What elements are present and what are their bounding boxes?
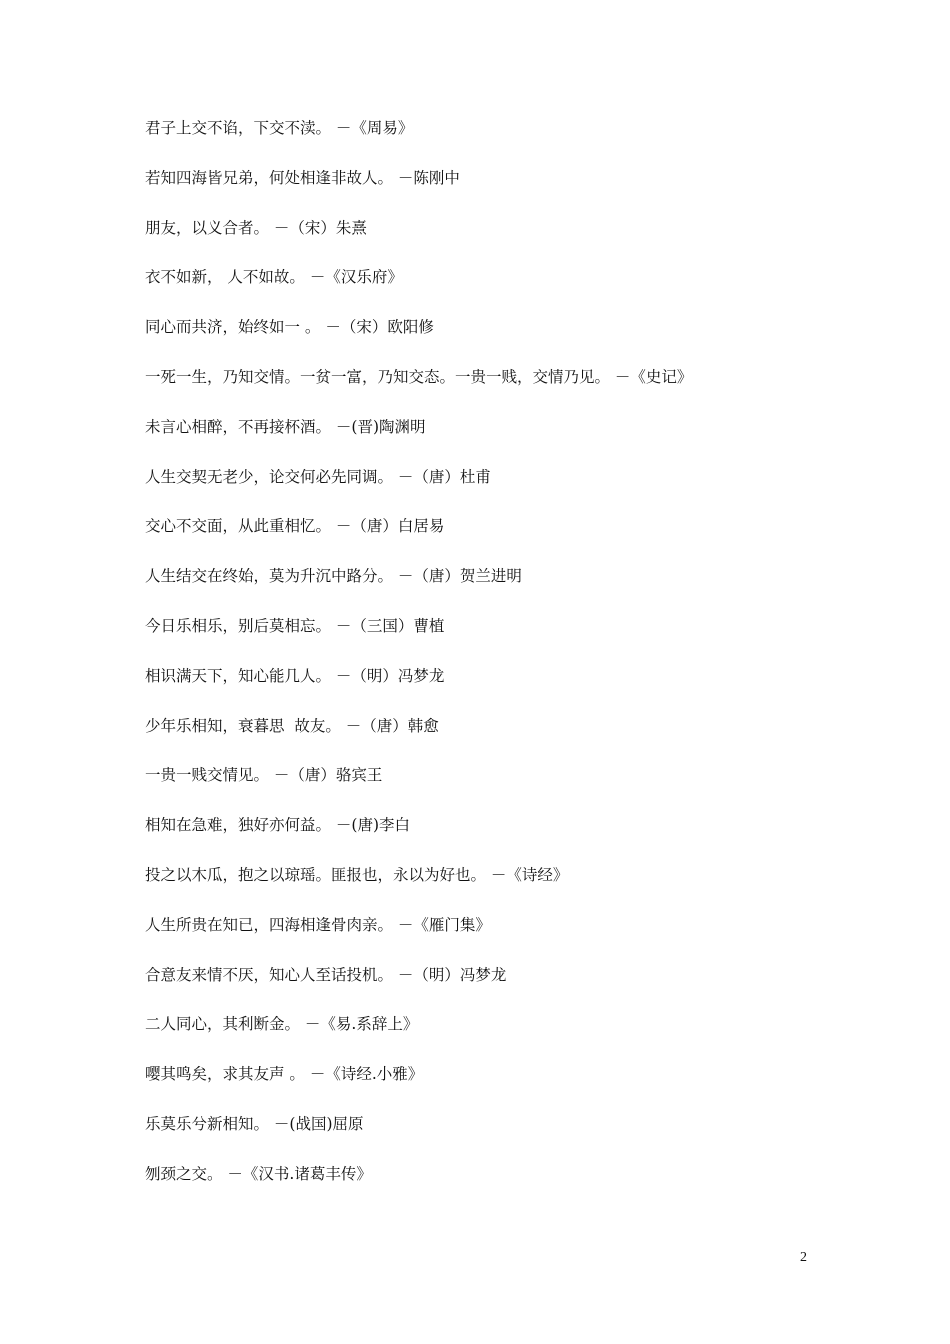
- quote-line: 交心不交面，从此重相忆。 －（唐）白居易: [145, 517, 445, 536]
- page-number: 2: [800, 1250, 807, 1265]
- quote-line: 人生交契无老少，论交何必先同调。 －（唐）杜甫: [145, 467, 491, 486]
- quote-line: 刎颈之交。 －《汉书.诸葛丰传》: [145, 1164, 372, 1183]
- quote-line: 若知四海皆兄弟，何处相逢非故人。 －陈刚中: [145, 168, 460, 187]
- quote-line: 朋友，以义合者。 －（宋）朱熹: [145, 218, 367, 237]
- quote-line: 今日乐相乐，别后莫相忘。 －（三国）曹植: [145, 616, 445, 635]
- quote-line: 人生结交在终始，莫为升沉中路分。 －（唐）贺兰进明: [145, 567, 522, 586]
- quote-line: 相识满天下，知心能几人。 －（明）冯梦龙: [145, 666, 445, 685]
- quote-line: 君子上交不谄，下交不渎。 －《周易》: [145, 119, 414, 137]
- quote-line: 相知在急难，独好亦何益。 －(唐)李白: [145, 816, 411, 835]
- quote-line: 乐莫乐兮新相知。 －(战国)屈原: [145, 1114, 364, 1133]
- quote-line: 嘤其鸣矣，求其友声 。 －《诗经.小雅》: [145, 1065, 424, 1084]
- quote-line: 合意友来情不厌，知心人至话投机。 －（明）冯梦龙: [145, 965, 507, 984]
- quote-list: [145, 114, 905, 1210]
- quote-line: 未言心相醉，不再接杯酒。 －(晋)陶渊明: [145, 417, 426, 436]
- quote-line: 投之以木瓜，抱之以琼瑶。匪报也，永以为好也。 －《诗经》: [145, 865, 569, 884]
- quote-line: 同心而共济，始终如一 。 －（宋）欧阳修: [145, 318, 434, 337]
- quote-line: 一死一生，乃知交情。一贫一富，乃知交态。一贵一贱，交情乃见。 －《史记》: [145, 367, 693, 386]
- quote-line: 衣不如新， 人不如故。 －《汉乐府》: [145, 268, 403, 287]
- quote-line: 人生所贵在知已，四海相逢骨肉亲。 －《雁门集》: [145, 915, 491, 934]
- quote-line: 少年乐相知，衰暮思 故友。 －（唐）韩愈: [145, 716, 439, 735]
- quote-line: 一贵一贱交情见。 －（唐）骆宾王: [145, 766, 383, 785]
- quote-line: 二人同心，其利断金。 －《易.系辞上》: [145, 1015, 419, 1034]
